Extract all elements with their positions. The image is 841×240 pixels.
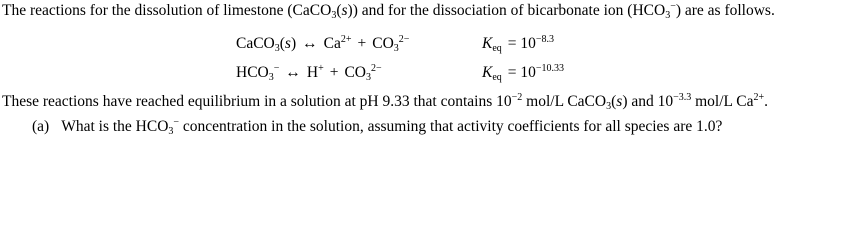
reaction-1-product-2-subscript: 3: [393, 43, 399, 54]
reaction-1-equation: [236, 34, 409, 54]
reaction-1-k-subscript: eq: [492, 43, 502, 54]
reaction-1-constant: [482, 34, 554, 54]
condition-exponent-a: −2: [511, 92, 523, 103]
intro-text-a: The reactions for the dissolution of limestone (CaCO: [2, 2, 332, 19]
intro-subscript-c: 3: [665, 10, 671, 21]
reaction-2-reactant-subscript: 3: [268, 72, 274, 83]
condition-text-f: .: [764, 93, 769, 110]
reaction-2-product-2: CO: [344, 64, 367, 81]
intro-text-d: ) are as follows.: [675, 2, 775, 19]
reaction-2-product-2-subscript: 3: [366, 72, 372, 83]
reaction-1-product-2: CO: [372, 35, 394, 52]
intro-superscript-c: −: [670, 1, 676, 12]
condition-text-b: mol/L CaCO: [522, 93, 607, 110]
reaction-2-reactant: HCO: [236, 64, 269, 81]
question-label: (a): [32, 118, 50, 135]
question-a: [32, 117, 722, 137]
reaction-1-paren-close: ): [290, 35, 297, 52]
reaction-2-k-exponent: −10.33: [535, 63, 565, 74]
reaction-2-arrow-icon: ↔: [285, 64, 301, 81]
reaction-2-k-symbol: K: [482, 64, 493, 81]
intro-sentence: [2, 1, 775, 21]
reaction-1-k-value: = 10: [507, 35, 536, 52]
question-text-a: What is the HCO: [61, 118, 169, 135]
condition-exponent-d: −3.3: [673, 92, 692, 103]
condition-state-solid: s: [616, 93, 623, 110]
reaction-2-product-1-charge: +: [318, 63, 324, 74]
reaction-1-product-1-charge: 2+: [340, 34, 352, 45]
reaction-2-plus: +: [329, 64, 339, 81]
reaction-1-product-2-charge: 2−: [398, 34, 410, 45]
condition-text-a: These reactions have reached equilibrium in a solution at pH 9.33 that contains 10: [2, 93, 512, 110]
reaction-1-arrow-icon: ↔: [302, 35, 318, 52]
question-subscript-a: 3: [168, 126, 174, 137]
reaction-2-k-subscript: eq: [492, 72, 502, 83]
reaction-1-reactant-subscript: 3: [274, 43, 280, 54]
reaction-1-reactant: CaCO: [236, 35, 275, 52]
reaction-2-constant: [482, 63, 564, 83]
reaction-2-product-1: H: [306, 64, 319, 81]
reaction-2-product-2-charge: 2−: [371, 63, 382, 74]
reaction-2-reactant-charge: −: [273, 63, 280, 74]
reaction-1-product-1: Ca: [323, 35, 341, 52]
condition-text-c: (: [611, 93, 617, 110]
intro-text-b: (: [336, 2, 342, 19]
reaction-2-k-value: = 10: [507, 64, 536, 81]
intro-state-solid: s: [341, 2, 348, 19]
condition-sentence: [2, 92, 768, 112]
intro-text-c: )) and for the dissociation of bicarbonate ion (HCO: [347, 2, 666, 19]
condition-charge-e: 2+: [753, 92, 765, 103]
condition-text-d: ) and 10: [622, 93, 674, 110]
question-charge-a: −: [173, 117, 180, 128]
condition-subscript-b: 3: [606, 101, 612, 112]
reaction-1-plus: +: [357, 35, 367, 52]
reaction-1-k-symbol: K: [482, 35, 493, 52]
reaction-1-state: s: [284, 35, 291, 52]
condition-text-e: mol/L Ca: [691, 93, 754, 110]
question-text-b: concentration in the solution, assuming that activity coefficients for all species are 1.0?: [179, 118, 723, 135]
reaction-1-k-exponent: −8.3: [535, 34, 555, 45]
reaction-2-equation: [236, 63, 382, 83]
reaction-1-paren-open: (: [279, 35, 285, 52]
intro-subscript-a: 3: [331, 10, 337, 21]
